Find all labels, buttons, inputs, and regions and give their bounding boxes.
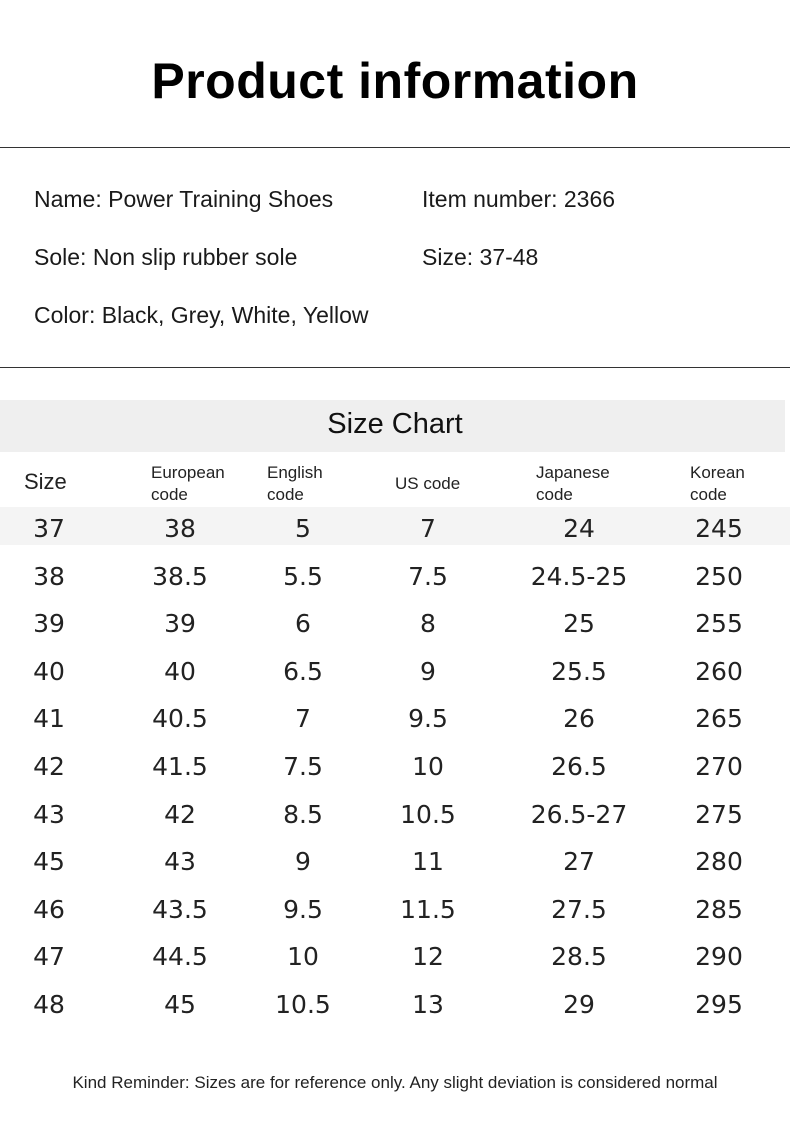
cell-us: 10: [412, 752, 444, 781]
cell-us: 9: [420, 656, 436, 686]
cell-european: 41.5: [152, 752, 208, 781]
size-chart-title: Size Chart: [327, 408, 463, 440]
cell-us: 10.5: [400, 799, 456, 829]
cell-european: 43.5: [152, 894, 208, 924]
table-row: [0, 657, 790, 697]
cell-japanese: 26.5: [551, 752, 607, 781]
header-japanese: [536, 462, 610, 506]
cell-japanese: 29: [563, 990, 595, 1019]
table-row: [0, 609, 790, 649]
cell-japanese: 25: [563, 609, 595, 639]
table-row: [0, 800, 790, 840]
info-size: Size: 37-48: [422, 244, 539, 270]
cell-size: 47: [33, 942, 65, 972]
header-european-line2: code: [151, 485, 188, 504]
cell-korean: 250: [695, 561, 743, 591]
header-japanese-line2: code: [536, 485, 573, 504]
table-row: [0, 942, 790, 982]
cell-japanese: 26: [563, 704, 595, 734]
header-size: Size: [24, 469, 67, 494]
cell-us: 8: [420, 609, 436, 639]
info-sole: Sole: Non slip rubber sole: [34, 244, 298, 270]
cell-size: 39: [33, 609, 65, 639]
cell-us: 11.5: [400, 894, 456, 924]
cell-english: 10: [287, 942, 319, 972]
cell-us: 12: [412, 942, 444, 972]
table-row: [0, 514, 790, 554]
cell-english: 7: [295, 704, 311, 734]
header-european-line1: European: [151, 463, 225, 482]
table-row: [0, 847, 790, 887]
cell-us: 7.5: [408, 561, 448, 591]
table-row: [0, 752, 790, 792]
cell-korean: 255: [695, 609, 743, 639]
header-english-line2: code: [267, 485, 304, 504]
table-row: [0, 704, 790, 744]
header-european: [151, 462, 225, 506]
cell-size: 46: [33, 894, 65, 924]
cell-european: 45: [164, 990, 196, 1019]
cell-japanese: 25.5: [551, 656, 607, 686]
cell-korean: 245: [695, 514, 743, 543]
cell-european: 44.5: [152, 942, 208, 972]
bottom-divider: [0, 367, 790, 368]
cell-korean: 280: [695, 847, 743, 877]
cell-size: 45: [33, 847, 65, 877]
cell-english: 5.5: [283, 561, 323, 591]
cell-japanese: 27.5: [551, 894, 607, 924]
cell-us: 9.5: [408, 704, 448, 734]
cell-us: 11: [412, 847, 444, 877]
cell-english: 7.5: [283, 752, 323, 781]
header-english: [267, 462, 323, 506]
cell-korean: 270: [695, 752, 743, 781]
cell-korean: 285: [695, 894, 743, 924]
cell-english: 5: [295, 514, 311, 543]
header-japanese-line1: Japanese: [536, 463, 610, 482]
header-korean-line2: code: [690, 485, 727, 504]
cell-korean: 295: [695, 990, 743, 1019]
page-title: Product information: [151, 53, 639, 109]
header-korean: [690, 462, 745, 506]
cell-european: 40: [164, 656, 196, 686]
cell-european: 40.5: [152, 704, 208, 734]
kind-reminder: Kind Reminder: Sizes are for reference only. Any slight deviation is considered normal: [72, 1073, 718, 1092]
cell-japanese: 24.5-25: [530, 561, 628, 591]
info-color: Color: Black, Grey, White, Yellow: [34, 302, 369, 328]
cell-korean: 260: [695, 656, 743, 686]
info-item-number: Item number: 2366: [422, 186, 616, 212]
cell-korean: 275: [695, 799, 743, 829]
cell-japanese: 28.5: [551, 942, 607, 972]
cell-size: 48: [33, 990, 65, 1019]
cell-size: 38: [33, 561, 65, 591]
cell-size: 42: [33, 752, 65, 781]
table-row: [0, 990, 790, 1030]
cell-us: 13: [412, 990, 444, 1019]
header-english-line1: English: [267, 463, 323, 482]
cell-english: 6: [295, 609, 311, 639]
cell-english: 9.5: [283, 894, 323, 924]
cell-european: 38.5: [152, 561, 208, 591]
cell-european: 42: [164, 799, 196, 829]
cell-us: 7: [420, 514, 436, 543]
cell-korean: 265: [695, 704, 743, 734]
cell-english: 6.5: [283, 656, 323, 686]
cell-japanese: 27: [563, 847, 595, 877]
cell-size: 40: [33, 656, 65, 686]
header-korean-line1: Korean: [690, 463, 745, 482]
table-row: [0, 895, 790, 935]
info-name: Name: Power Training Shoes: [34, 186, 334, 212]
cell-size: 37: [33, 514, 65, 543]
cell-size: 41: [33, 704, 65, 734]
cell-english: 8.5: [283, 799, 323, 829]
table-row: [0, 562, 790, 602]
cell-japanese: 24: [563, 514, 595, 543]
top-divider: [0, 147, 790, 148]
cell-korean: 290: [695, 942, 743, 972]
cell-japanese: 26.5-27: [530, 799, 628, 829]
cell-european: 38: [164, 514, 196, 543]
cell-english: 10.5: [275, 990, 331, 1019]
header-us: US code: [395, 474, 461, 493]
cell-european: 39: [164, 609, 196, 639]
cell-european: 43: [164, 847, 196, 877]
cell-english: 9: [295, 847, 311, 877]
cell-size: 43: [33, 799, 65, 829]
